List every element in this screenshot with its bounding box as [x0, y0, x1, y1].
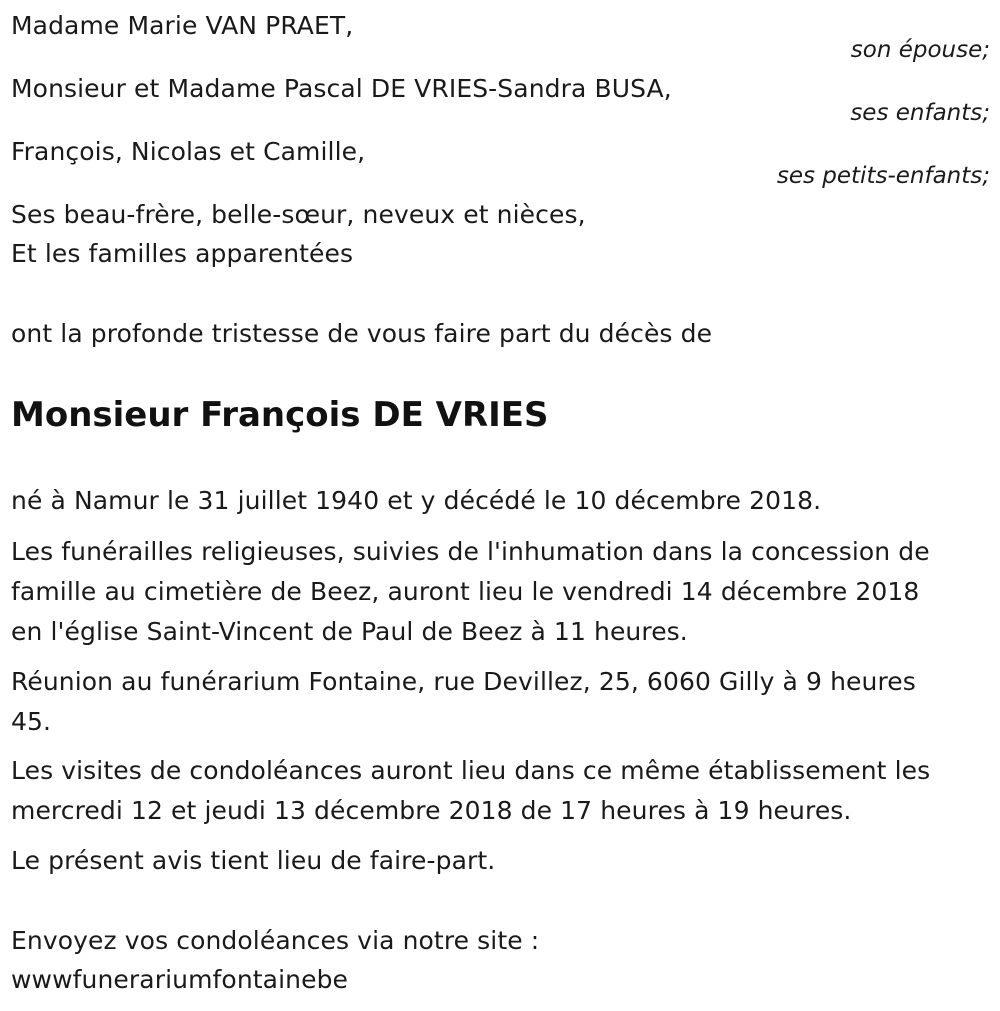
funeral-line-2: famille au cimetière de Beez, auront lieu le vendredi 14 décembre 2018 [11, 577, 920, 606]
funeral-line-3: en l'église Saint-Vincent de Paul de Beez à 11 heures. [11, 617, 688, 646]
visits-line-1: Les visites de condoléances auront lieu dans ce même établissement les [11, 756, 931, 785]
other-relatives: Ses beau-frère, belle-sœur, neveux et nièces, [11, 200, 586, 229]
meeting-line-1: Réunion au funérarium Fontaine, rue Devillez, 25, 6060 Gilly à 9 heures [11, 667, 916, 696]
condolences-text: Envoyez vos condoléances via notre site : [11, 926, 540, 955]
meeting-paragraph [11, 662, 986, 742]
visits-paragraph [11, 751, 986, 831]
meeting-line-2: 45. [11, 707, 52, 736]
deceased-name: Monsieur François DE VRIES [11, 395, 549, 435]
notice-text: Le présent avis tient lieu de faire-part. [11, 846, 496, 875]
children-role: ses enfants; [850, 100, 990, 126]
announcement-text: ont la profonde tristesse de vous faire part du décès de [11, 319, 713, 348]
children-names: Monsieur et Madame Pascal DE VRIES-Sandra BUSA, [11, 74, 672, 103]
grandchildren-role: ses petits-enfants; [776, 163, 990, 189]
funeral-paragraph [11, 532, 986, 652]
grandchildren-names: François, Nicolas et Camille, [11, 137, 366, 166]
visits-line-2: mercredi 12 et jeudi 13 décembre 2018 de 17 heures à 19 heures. [11, 796, 852, 825]
spouse-role: son épouse; [850, 37, 990, 63]
funeral-line-1: Les funérailles religieuses, suivies de l'inhumation dans la concession de [11, 537, 930, 566]
spouse-name: Madame Marie VAN PRAET, [11, 11, 354, 40]
birth-death-text: né à Namur le 31 juillet 1940 et y décédé le 10 décembre 2018. [11, 486, 822, 515]
related-families: Et les familles apparentées [11, 239, 354, 268]
website-address: wwwfunerariumfontainebe [11, 965, 349, 994]
